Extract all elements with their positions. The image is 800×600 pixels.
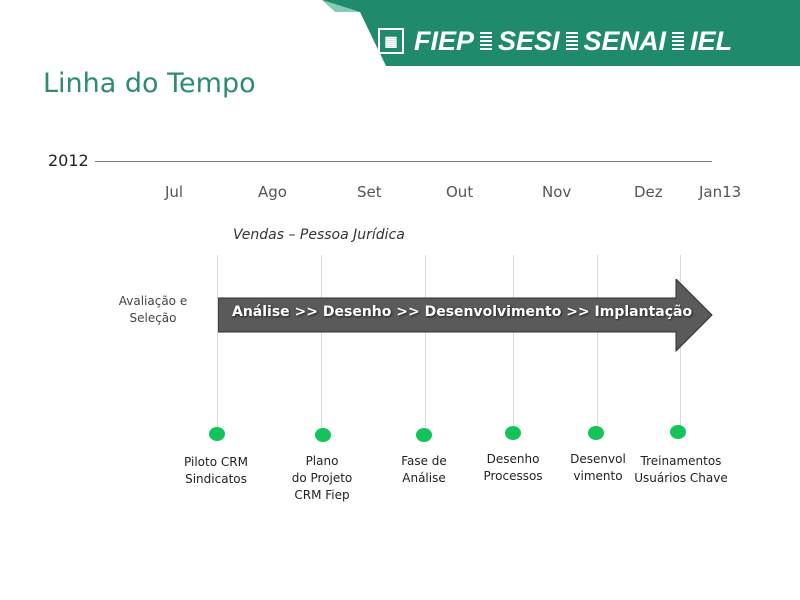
month-label: Dez (634, 183, 663, 201)
month-label: Ago (258, 183, 287, 201)
section-subtitle: Vendas – Pessoa Jurídica (233, 227, 405, 243)
milestone-label: Piloto CRM Sindicatos (184, 455, 248, 486)
logo-iel: IEL (690, 25, 733, 56)
page-title: Linha do Tempo (43, 68, 256, 99)
month-label: Jan13 (699, 183, 742, 201)
timeline-year: 2012 (48, 151, 89, 170)
logo-sesi: SESI (498, 25, 560, 56)
milestone-dot (505, 426, 521, 440)
logo-separator (566, 32, 578, 50)
logo-fiep: FIEP (414, 25, 475, 56)
evaluation-label: Avaliação e Seleção (118, 294, 188, 325)
logo-senai: SENAI (583, 25, 667, 56)
process-arrow-text: Análise >> Desenho >> Desenvolvimento >> Implantação (232, 304, 693, 320)
milestone-label: Treinamentos Usuários Chave (634, 454, 728, 485)
milestone-label: Fase de Análise (401, 454, 447, 485)
logo-separator (672, 32, 684, 50)
milestone-dot (588, 426, 604, 440)
month-label: Nov (542, 183, 572, 201)
month-label: Out (446, 183, 474, 201)
brand-emblem-icon: ▦ (378, 28, 404, 54)
milestone-dot (416, 428, 432, 442)
milestone-dot (209, 427, 225, 441)
milestone-label: Plano do Projeto CRM Fiep (291, 454, 353, 502)
logo-separator (480, 32, 492, 50)
brand-logo (378, 24, 732, 58)
month-label: Jul (165, 183, 184, 201)
milestone-dot (670, 425, 686, 439)
month-label: Set (357, 183, 382, 201)
milestone-dot (315, 428, 331, 442)
milestone-label: Desenvol vimento (570, 452, 626, 483)
milestone-label: Desenho Processos (483, 452, 543, 483)
timeline-rule (95, 161, 712, 162)
brand-header (0, 0, 800, 70)
